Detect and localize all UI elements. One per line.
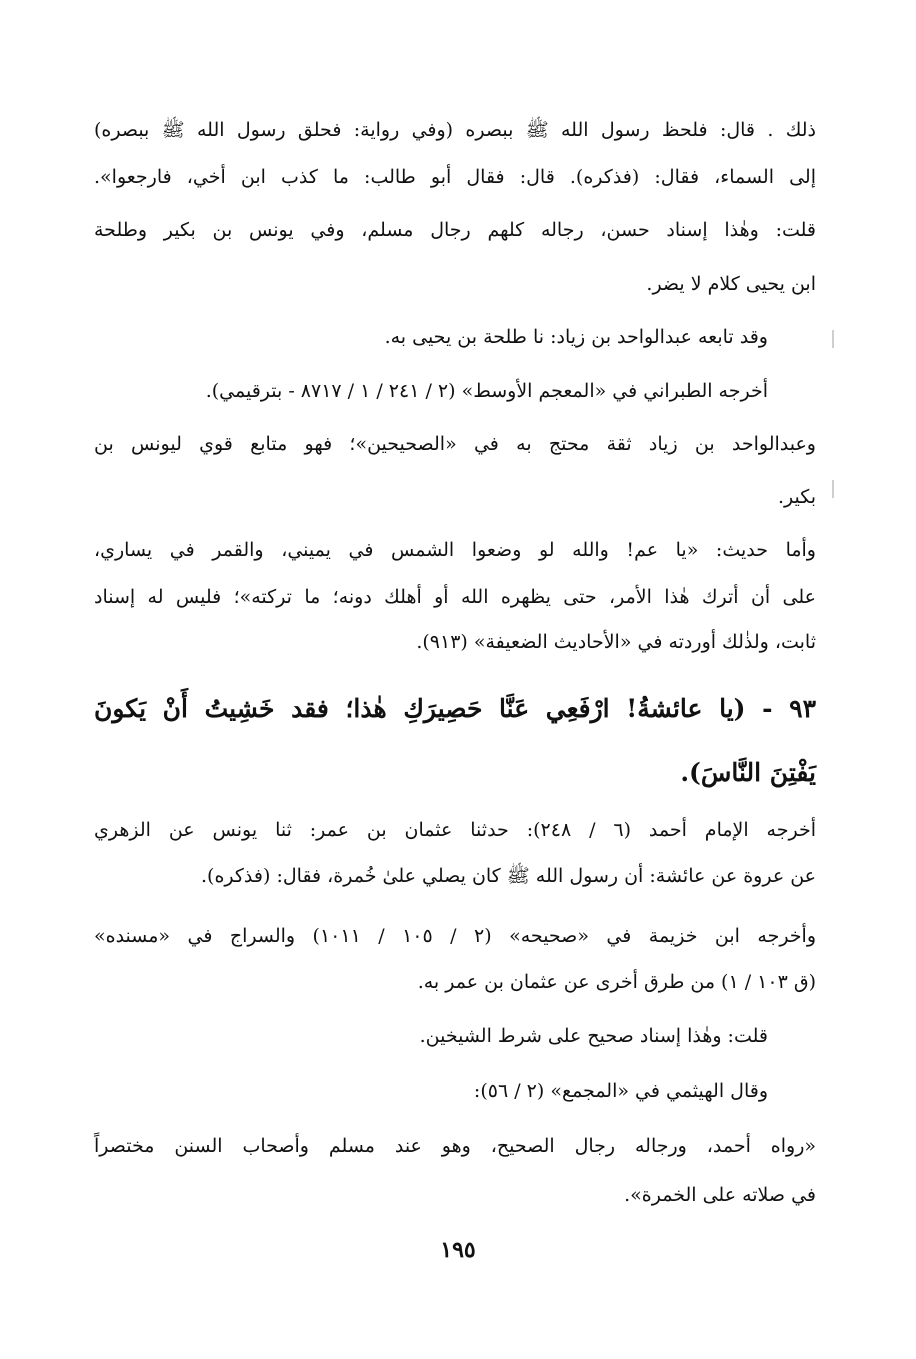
heading-line: يَفْتِنَ النَّاسَ). [680,758,816,787]
paragraph-continuation-end [94,165,816,189]
text-line: وأخرجه ابن خزيمة في «صحيحه» (٢ / ١٠٥ / ١٠١١) والسراج في «مسنده» [94,925,817,947]
text-line: أخرجه الإمام أحمد (٦ / ٢٤٨): حدثنا عثمان بن عمر: ثنا يونس عن الزهري [94,819,816,841]
paragraph-hadith-discussion-3 [94,630,816,654]
text-line: ابن يحيى كلام لا يضر. [646,273,816,295]
text-line: في صلاته على الخمرة». [624,1184,816,1206]
paragraph-verdict [94,1024,816,1048]
paragraph-haythami [94,1079,816,1103]
text-line: قلت: وهٰذا إسناد حسن، رجاله كلهم رجال مسلم، وفي يونس بن بكير وطلحة [94,219,816,241]
text-line: ثابت، ولذٰلك أوردته في «الأحاديث الضعيفة» (٩١٣). [416,631,816,653]
text-line: أخرجه الطبراني في «المعجم الأوسط» (٢ / ٢٤١ / ١ / ٨٧١٧ - بترقيمي). [205,380,768,402]
hadith-heading-end [94,756,816,790]
margin-mark [832,330,834,348]
paragraph-quote-end [94,1183,816,1207]
text-line: قلت: وهٰذا إسناد صحيح على شرط الشيخين. [419,1025,768,1047]
heading-line: ٩٣ - (يا عائشةُ! ارْفَعِي عَنَّا حَصِيرَكِ هٰذا؛ فقد خَشِيتُ أَنْ يَكونَ [94,694,816,723]
margin-mark [832,480,834,498]
text-line: وعبدالواحد بن زياد ثقة محتج به في «الصحيحين»؛ فهو متابع قوي ليونس بن [94,433,816,455]
paragraph-abdulwahid-end [94,485,816,509]
paragraph-ibn-khuzaymah-end [94,970,816,994]
text-line: ذلك . قال: فلحظ رسول الله ﷺ ببصره (وفي رواية: فحلق رسول الله ﷺ ببصره) [94,119,816,141]
paragraph-ahmad [94,818,816,842]
text-line: «رواه أحمد، ورجاله رجال الصحيح، وهو عند مسلم وأصحاب السنن مختصراً [94,1135,816,1157]
paragraph-commentary [94,218,816,242]
paragraph-quote [94,1134,816,1158]
text-line: وقد تابعه عبدالواحد بن زياد: نا طلحة بن يحيى به. [384,326,768,348]
text-line: على أن أترك هٰذا الأمر، حتى يظهره الله أو أهلك دونه؛ ما تركته»؛ فليس له إسناد [94,586,816,608]
paragraph-continuation [94,118,816,142]
text-line: وأما حديث: «يا عم! والله لو وضعوا الشمس في يميني، والقمر في يساري، [94,539,816,561]
paragraph-hadith-discussion-2 [94,585,816,609]
text-line: (ق ١٠٣ / ١) من طرق أخرى عن عثمان بن عمر به. [417,971,816,993]
text-line: بكير. [777,486,816,508]
paragraph-hadith-discussion [94,538,816,562]
paragraph-commentary-end [94,272,816,296]
page-number: ١٩٥ [440,1237,476,1263]
paragraph-tabarani [94,379,816,403]
paragraph-abdulwahid [94,432,816,456]
text-line: إلى السماء، فقال: (فذكره). قال: فقال أبو طالب: ما كذب ابن أخي، فارجعوا». [94,166,816,188]
paragraph-follow-up [94,325,816,349]
paragraph-ibn-khuzaymah [94,924,816,948]
text-line: عن عروة عن عائشة: أن رسول الله ﷺ كان يصلي علىٰ خُمرة، فقال: (فذكره). [201,865,816,887]
hadith-heading [94,692,816,726]
paragraph-ahmad-end [94,864,816,888]
text-line: وقال الهيثمي في «المجمع» (٢ / ٥٦): [473,1080,768,1102]
